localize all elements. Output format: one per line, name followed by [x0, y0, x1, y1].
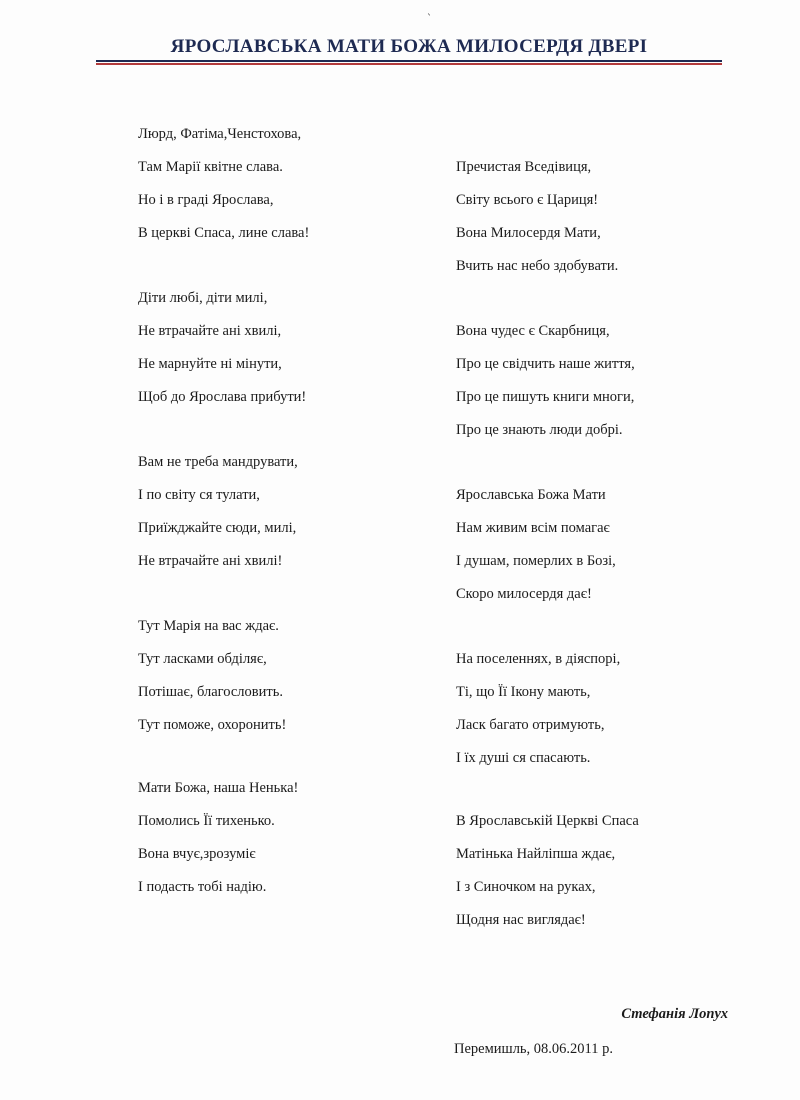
- poem-line: Матінька Найліпша ждає,: [456, 846, 616, 862]
- place-date: Перемишль, 08.06.2011 р.: [454, 1041, 614, 1057]
- poem-line: В церкві Спаса, лине слава!: [138, 225, 310, 241]
- poem-line: Вона вчує,зрозуміє: [138, 846, 256, 862]
- poem-line: І їх душі ся спасають.: [456, 750, 591, 766]
- poem-line: Тут Марія на вас ждає.: [138, 618, 279, 634]
- poem-line: Не втрачайте ані хвилі,: [138, 323, 282, 339]
- poem-line: Ті, що Її Ікону мають,: [456, 684, 591, 700]
- poem-line: І з Синочком на руках,: [456, 879, 596, 895]
- author-signature: Стефанія Лопух: [621, 1006, 728, 1022]
- poem-line: На поселеннях, в діяспорі,: [456, 651, 621, 667]
- title-rule-red: [96, 63, 722, 65]
- poem-line: Потішає, благословить.: [138, 684, 283, 700]
- poem-line: Про це пишуть книги многи,: [456, 389, 635, 405]
- scan-speck: ˋ: [427, 14, 432, 25]
- poem-line: Скоро милосердя дає!: [456, 586, 592, 602]
- poem-line: Тут поможе, охоронить!: [138, 717, 287, 733]
- poem-line: Про це знають люди добрі.: [456, 422, 623, 438]
- poem-line: Приїжджайте сюди, милі,: [138, 520, 297, 536]
- poem-line: І по світу ся тулати,: [138, 487, 260, 503]
- poem-line: Діти любі, діти милі,: [138, 290, 268, 306]
- poem-line: Люрд, Фатіма,Ченстохова,: [138, 126, 302, 142]
- poem-line: Щоб до Ярослава прибути!: [138, 389, 307, 405]
- poem-line: Там Марії квітне слава.: [138, 159, 283, 175]
- title-rule-blue: [96, 60, 722, 62]
- poem-line: Вона Милосердя Мати,: [456, 225, 601, 241]
- poem-line: І душам, померлих в Бозі,: [456, 553, 616, 569]
- poem-line: Про це свідчить наше життя,: [456, 356, 635, 372]
- poem-line: Тут ласками обділяє,: [138, 651, 267, 667]
- poem-title: ЯРОСЛАВСЬКА МАТИ БОЖА МИЛОСЕРДЯ ДВЕРІ: [170, 36, 648, 57]
- poem-line: Вчить нас небо здобувати.: [456, 258, 619, 274]
- poem-line: Мати Божа, наша Ненька!: [138, 780, 299, 796]
- poem-line: В Ярославській Церкві Спаса: [456, 813, 639, 829]
- poem-line: Но і в граді Ярослава,: [138, 192, 274, 208]
- poem-line: Нам живим всім помагає: [456, 520, 610, 536]
- poem-line: Не втрачайте ані хвилі!: [138, 553, 283, 569]
- poem-line: Помолись Її тихенько.: [138, 813, 275, 829]
- poem-line: І подасть тобі надію.: [138, 879, 267, 895]
- poem-line: Ласк багато отримують,: [456, 717, 605, 733]
- poem-line: Ярославська Божа Мати: [456, 487, 606, 503]
- poem-line: Вона чудес є Скарбниця,: [456, 323, 610, 339]
- poem-line: Світу всього є Цариця!: [456, 192, 599, 208]
- poem-line: Пречистая Вседівиця,: [456, 159, 592, 175]
- poem-line: Щодня нас виглядає!: [456, 912, 586, 928]
- poem-line: Не марнуйте ні мінути,: [138, 356, 282, 372]
- poem-line: Вам не треба мандрувати,: [138, 454, 298, 470]
